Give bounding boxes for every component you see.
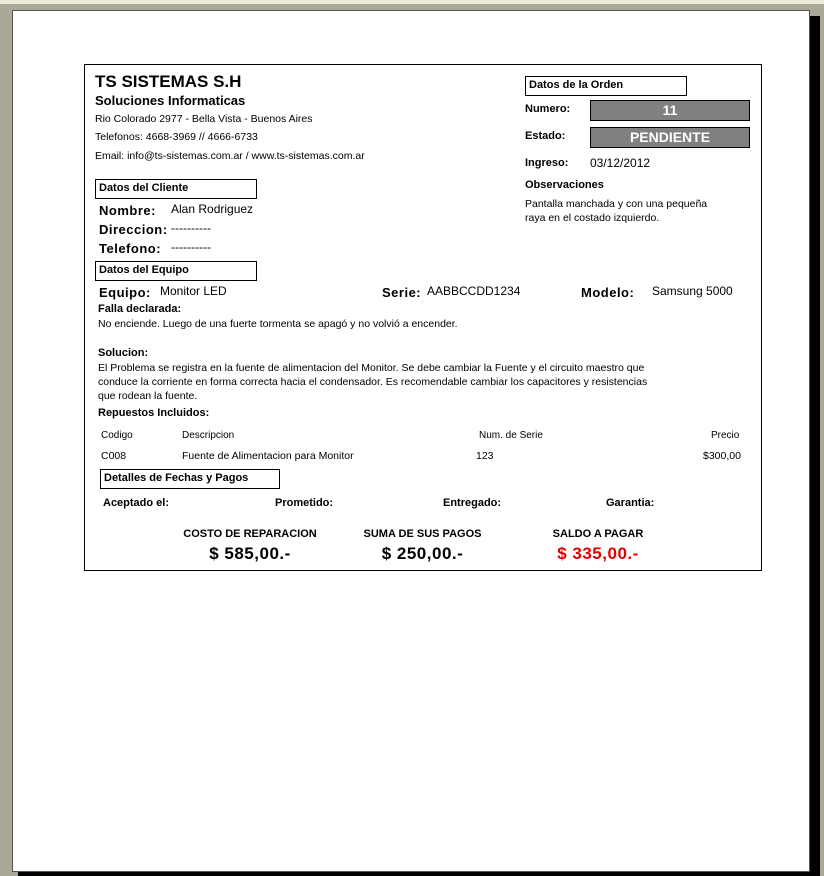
company-address: Rio Colorado 2977 - Bella Vista - Buenos Aires (95, 113, 313, 125)
parts-section-title: Repuestos Incluidos: (98, 407, 210, 419)
window-top-strip (0, 0, 824, 4)
company-name: TS SISTEMAS S.H (95, 72, 242, 91)
direccion-value: ---------- (171, 221, 211, 235)
company-email: Email: info@ts-sistemas.com.ar / www.ts-sistemas.com.ar (95, 150, 365, 162)
order-section-title: Datos de la Orden (525, 76, 687, 96)
nombre-value: Alan Rodriguez (171, 202, 254, 216)
falla-label: Falla declarada: (98, 303, 182, 315)
pagos-label: SUMA DE SUS PAGOS (363, 528, 482, 540)
modelo-label: Modelo: (581, 285, 635, 300)
numero-value: 11 (590, 100, 750, 121)
garantia-label: Garantia: (606, 497, 655, 509)
equipo-value: Monitor LED (160, 284, 227, 298)
solucion-line1: El Problema se registra en la fuente de alimentacion del Monitor. Se debe cambiar la Fuente y el circuito maestro que (98, 362, 645, 374)
telefono-value: ---------- (171, 240, 211, 254)
nombre-label: Nombre: (99, 203, 156, 218)
estado-label: Estado: (525, 130, 566, 142)
serie-label: Serie: (382, 285, 422, 300)
direccion-label: Direccion: (99, 222, 168, 237)
parts-cell-serie: 123 (476, 450, 494, 462)
ingreso-label: Ingreso: (525, 157, 569, 169)
parts-col-precio: Precio (711, 430, 740, 441)
modelo-value: Samsung 5000 (652, 284, 733, 298)
parts-col-serie: Num. de Serie (479, 430, 543, 441)
company-phones: Telefonos: 4668-3969 // 4666-6733 (95, 131, 258, 143)
observaciones-line1: Pantalla manchada y con una pequeña (525, 198, 708, 210)
observaciones-label: Observaciones (525, 179, 604, 191)
aceptado-label: Aceptado el: (103, 497, 170, 509)
solucion-line2: conduce la corriente en forma correcta hacia el condensador. Es recomendable cambiar los capacitores y resistencias (98, 376, 648, 388)
observaciones-line2: raya en el costado izquierdo. (525, 212, 660, 224)
costo-value: $ 585,00.- (209, 544, 291, 563)
solucion-label: Solucion: (98, 347, 149, 359)
entregado-label: Entregado: (443, 497, 502, 509)
saldo-value: $ 335,00.- (557, 544, 639, 563)
prometido-label: Prometido: (275, 497, 334, 509)
falla-text: No enciende. Luego de una fuerte tormenta se apagó y no volvió a encender. (98, 318, 458, 330)
pagos-value: $ 250,00.- (381, 544, 464, 563)
equipo-label: Equipo: (99, 285, 151, 300)
parts-cell-descripcion: Fuente de Alimentacion para Monitor (182, 450, 354, 462)
dates-section-title: Detalles de Fechas y Pagos (100, 469, 280, 489)
solucion-line3: que rodean la fuente. (98, 390, 198, 402)
saldo-label: SALDO A PAGAR (552, 528, 644, 540)
parts-col-descripcion: Descripcion (182, 430, 235, 441)
parts-col-codigo: Codigo (101, 430, 133, 441)
costo-label: COSTO DE REPARACION (183, 528, 317, 540)
client-section-title: Datos del Cliente (95, 179, 257, 199)
parts-cell-codigo: C008 (101, 450, 127, 462)
numero-label: Numero: (525, 103, 571, 115)
ingreso-value: 03/12/2012 (590, 156, 651, 170)
telefono-label: Telefono: (99, 241, 162, 256)
equipment-section-title: Datos del Equipo (95, 261, 257, 281)
estado-value: PENDIENTE (590, 127, 750, 148)
serie-value: AABBCCDD1234 (427, 284, 521, 298)
parts-cell-precio: $300,00 (703, 450, 741, 462)
company-tagline: Soluciones Informaticas (95, 93, 246, 108)
repair-order-report (84, 64, 762, 571)
